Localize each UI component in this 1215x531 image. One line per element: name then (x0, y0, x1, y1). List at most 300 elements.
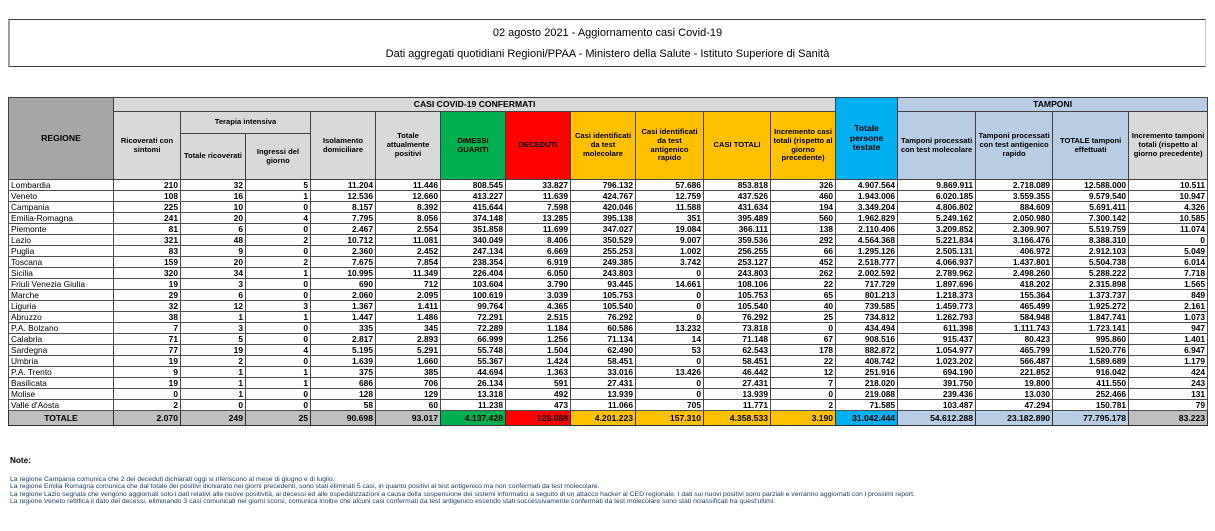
value-cell: 66.999 (441, 334, 506, 345)
value-cell: 4.564.368 (836, 235, 898, 246)
value-cell: 226.404 (441, 268, 506, 279)
value-cell: 706 (376, 378, 441, 389)
value-cell: 67 (771, 334, 836, 345)
value-cell: 7 (771, 378, 836, 389)
value-cell: 6 (181, 290, 246, 301)
region-name-cell: Puglia (9, 246, 114, 257)
value-cell: 11.699 (506, 224, 571, 235)
value-cell: 249.385 (571, 257, 636, 268)
value-cell: 437.526 (704, 191, 771, 202)
value-cell: 4 (246, 345, 311, 356)
region-name-cell: Piemonte (9, 224, 114, 235)
value-cell: 103.487 (898, 400, 976, 411)
header-dimessi-guariti: DIMESSI GUARITI (441, 112, 506, 180)
value-cell: 5.291 (376, 345, 441, 356)
value-cell: 0 (181, 400, 246, 411)
header-terapia-totale: Totale ricoverati (181, 134, 246, 180)
value-cell: 3 (181, 279, 246, 290)
value-cell: 350.529 (571, 235, 636, 246)
value-cell: 262 (771, 268, 836, 279)
value-cell: 252.466 (1053, 389, 1129, 400)
value-cell: 584.948 (976, 312, 1053, 323)
value-cell: 1.486 (376, 312, 441, 323)
value-cell: 2.315.898 (1053, 279, 1129, 290)
value-cell: 340.049 (441, 235, 506, 246)
value-cell: 8.056 (376, 213, 441, 224)
value-cell: 6.947 (1129, 345, 1208, 356)
value-cell: 243.803 (704, 268, 771, 279)
value-cell: 320 (114, 268, 181, 279)
value-cell: 460 (771, 191, 836, 202)
value-cell: 853.818 (704, 180, 771, 191)
value-cell: 1.262.793 (898, 312, 976, 323)
value-cell: 1 (246, 312, 311, 323)
value-cell: 908.516 (836, 334, 898, 345)
value-cell: 9 (181, 246, 246, 257)
value-cell: 395.489 (704, 213, 771, 224)
header-regione: REGIONE (9, 98, 114, 180)
region-name-cell: Basilicata (9, 378, 114, 389)
value-cell: 46.442 (704, 367, 771, 378)
value-cell: 2 (114, 400, 181, 411)
value-cell: 5.049 (1129, 246, 1208, 257)
value-cell: 2.554 (376, 224, 441, 235)
value-cell: 2.110.406 (836, 224, 898, 235)
value-cell: 0 (114, 389, 181, 400)
value-cell: 424.767 (571, 191, 636, 202)
value-cell: 2.515 (506, 312, 571, 323)
value-cell: 611.398 (898, 323, 976, 334)
header-deceduti: DECEDUTI (506, 112, 571, 180)
value-cell: 53 (636, 345, 704, 356)
table-row (9, 378, 1208, 389)
value-cell: 251.916 (836, 367, 898, 378)
header-group-casi-confermati: CASI COVID-19 CONFERMATI (114, 98, 836, 112)
value-cell: 5.249.162 (898, 213, 976, 224)
value-cell: 4.066.937 (898, 257, 976, 268)
value-cell: 2 (246, 235, 311, 246)
value-cell: 11.446 (376, 180, 441, 191)
value-cell: 2.360 (311, 246, 376, 257)
value-cell: 1.256 (506, 334, 571, 345)
total-value-cell: 4.358.533 (704, 411, 771, 426)
value-cell: 492 (506, 389, 571, 400)
region-name-cell: Toscana (9, 257, 114, 268)
note-campania: La regione Campania comunica che 2 dei deceduti dichiarati oggi si riferiscono al mese di giugno e di luglio. (10, 476, 335, 483)
value-cell: 7.795 (311, 213, 376, 224)
value-cell: 38 (114, 312, 181, 323)
value-cell: 255.253 (571, 246, 636, 257)
value-cell: 16 (181, 191, 246, 202)
value-cell: 105.540 (704, 301, 771, 312)
value-cell: 374.148 (441, 213, 506, 224)
value-cell: 32 (114, 301, 181, 312)
report-subtitle: Dati aggregati quotidiani Regioni/PPAA - Ministero della Salute - Istituto Superiore di Sanità (385, 48, 830, 60)
value-cell: 2 (246, 257, 311, 268)
value-cell: 1.373.737 (1053, 290, 1129, 301)
value-cell: 347.027 (571, 224, 636, 235)
value-cell: 1.437.801 (976, 257, 1053, 268)
value-cell: 11.588 (636, 202, 704, 213)
value-cell: 3.209.852 (898, 224, 976, 235)
value-cell: 128 (311, 389, 376, 400)
value-cell: 105.753 (571, 290, 636, 301)
notes-heading: Note: (10, 456, 31, 465)
value-cell: 10.511 (1129, 180, 1208, 191)
value-cell: 6.669 (506, 246, 571, 257)
value-cell: 4.907.564 (836, 180, 898, 191)
table-body (9, 180, 1208, 426)
value-cell: 2.912.103 (1053, 246, 1129, 257)
value-cell: 11.074 (1129, 224, 1208, 235)
value-cell: 1 (181, 367, 246, 378)
value-cell: 80.423 (976, 334, 1053, 345)
table-row (9, 334, 1208, 345)
value-cell: 0 (636, 389, 704, 400)
value-cell: 1.184 (506, 323, 571, 334)
value-cell: 7.300.142 (1053, 213, 1129, 224)
value-cell: 335 (311, 323, 376, 334)
note-emilia-romagna: La regione Emilia Romagna comunica che dal totale dei positivi dichiarato nei giorni precedenti, sono stati eliminati 5 casi, in quanto positivi al test antigenico ma non confermati da test molecolare. (10, 483, 600, 491)
value-cell: 717.729 (836, 279, 898, 290)
value-cell: 2.817 (311, 334, 376, 345)
value-cell: 2 (771, 400, 836, 411)
value-cell: 1.218.373 (898, 290, 976, 301)
value-cell: 0 (636, 290, 704, 301)
value-cell: 22 (771, 356, 836, 367)
region-name-cell: Valle d'Aosta (9, 400, 114, 411)
value-cell: 406.972 (976, 246, 1053, 257)
value-cell: 560 (771, 213, 836, 224)
value-cell: 0 (636, 378, 704, 389)
value-cell: 1.847.741 (1053, 312, 1129, 323)
header-isolamento: Isolamento domiciliare (311, 112, 376, 180)
header-terapia-intensiva-group: Terapia intensiva (181, 112, 311, 134)
total-value-cell: 4.137.428 (441, 411, 506, 426)
value-cell: 1.925.272 (1053, 301, 1129, 312)
value-cell: 73.818 (704, 323, 771, 334)
value-cell: 32 (181, 180, 246, 191)
value-cell: 14 (636, 334, 704, 345)
total-value-cell: 157.310 (636, 411, 704, 426)
value-cell: 7.675 (311, 257, 376, 268)
value-cell: 5.519.759 (1053, 224, 1129, 235)
value-cell: 1.447 (311, 312, 376, 323)
value-cell: 72.291 (441, 312, 506, 323)
value-cell: 221.852 (976, 367, 1053, 378)
value-cell: 686 (311, 378, 376, 389)
value-cell: 2 (181, 356, 246, 367)
value-cell: 3 (246, 301, 311, 312)
value-cell: 58.451 (704, 356, 771, 367)
value-cell: 12.536 (311, 191, 376, 202)
value-cell: 1.504 (506, 345, 571, 356)
region-name-cell: Sicilia (9, 268, 114, 279)
value-cell: 2.718.089 (976, 180, 1053, 191)
value-cell: 0 (771, 323, 836, 334)
value-cell: 424 (1129, 367, 1208, 378)
value-cell: 40 (771, 301, 836, 312)
value-cell: 47.294 (976, 400, 1053, 411)
value-cell: 7.854 (376, 257, 441, 268)
value-cell: 3.039 (506, 290, 571, 301)
value-cell: 9 (114, 367, 181, 378)
value-cell: 452 (771, 257, 836, 268)
value-cell: 808.545 (441, 180, 506, 191)
value-cell: 1.723.141 (1053, 323, 1129, 334)
value-cell: 0 (636, 356, 704, 367)
value-cell: 27.431 (571, 378, 636, 389)
value-cell: 60.586 (571, 323, 636, 334)
value-cell: 243 (1129, 378, 1208, 389)
value-cell: 884.609 (976, 202, 1053, 213)
value-cell: 10.947 (1129, 191, 1208, 202)
value-cell: 4.326 (1129, 202, 1208, 213)
value-cell: 385 (376, 367, 441, 378)
value-cell: 100.619 (441, 290, 506, 301)
value-cell: 55.367 (441, 356, 506, 367)
header-casi-molecolare: Casi identificati da test molecolare (571, 112, 636, 180)
value-cell: 5.504.738 (1053, 257, 1129, 268)
value-cell: 247.134 (441, 246, 506, 257)
value-cell: 1 (181, 389, 246, 400)
value-cell: 79 (1129, 400, 1208, 411)
table-row (9, 191, 1208, 202)
value-cell: 13.285 (506, 213, 571, 224)
value-cell: 5.691.411 (1053, 202, 1129, 213)
value-cell: 12 (181, 301, 246, 312)
region-name-cell: Friuli Venezia Giulia (9, 279, 114, 290)
value-cell: 0 (636, 301, 704, 312)
header-tamponi-molecolare: Tamponi processati con test molecolare (898, 112, 976, 180)
value-cell: 0 (246, 202, 311, 213)
region-name-cell: Veneto (9, 191, 114, 202)
value-cell: 3 (181, 323, 246, 334)
value-cell: 71 (114, 334, 181, 345)
table-row (9, 290, 1208, 301)
total-value-cell: 83.223 (1129, 411, 1208, 426)
value-cell: 1.943.006 (836, 191, 898, 202)
value-cell: 29 (114, 290, 181, 301)
notes-section (10, 456, 1210, 505)
region-name-cell: Campania (9, 202, 114, 213)
value-cell: 58.451 (571, 356, 636, 367)
value-cell: 12.588.000 (1053, 180, 1129, 191)
value-cell: 1.363 (506, 367, 571, 378)
value-cell: 1 (246, 378, 311, 389)
value-cell: 1.054.977 (898, 345, 976, 356)
region-name-cell: Sardegna (9, 345, 114, 356)
value-cell: 103.604 (441, 279, 506, 290)
value-cell: 1.660 (376, 356, 441, 367)
header-casi-totali: CASI TOTALI (704, 112, 771, 180)
value-cell: 11.204 (311, 180, 376, 191)
table-row (9, 213, 1208, 224)
value-cell: 2.060 (311, 290, 376, 301)
value-cell: 0 (246, 246, 311, 257)
value-cell: 1.367 (311, 301, 376, 312)
value-cell: 13.030 (976, 389, 1053, 400)
value-cell: 431.634 (704, 202, 771, 213)
table-row (9, 367, 1208, 378)
value-cell: 1.179 (1129, 356, 1208, 367)
value-cell: 13.939 (704, 389, 771, 400)
table-row (9, 301, 1208, 312)
value-cell: 4.806.802 (898, 202, 976, 213)
value-cell: 129 (376, 389, 441, 400)
total-value-cell: 249 (181, 411, 246, 426)
total-value-cell: 2.070 (114, 411, 181, 426)
value-cell: 359.536 (704, 235, 771, 246)
region-name-cell: P.A. Bolzano (9, 323, 114, 334)
note-lazio: La regione Lazio segnala che vengono aggiornati solo i dati relativi alle nuove positività, ai decessi ed alle ospedalizzazioni a causa della sospensione dei sistemi informatici a seguito di un attacco hacker al CED regionale. I dati sui nuovi positivi sono parziali e verranno aggiornati con i prossimi report. (10, 490, 915, 498)
total-value-cell: 77.795.178 (1053, 411, 1129, 426)
value-cell: 5 (246, 180, 311, 191)
value-cell: 2.789.962 (898, 268, 976, 279)
value-cell: 0 (246, 290, 311, 301)
value-cell: 0 (246, 389, 311, 400)
table-row (9, 268, 1208, 279)
value-cell: 5 (181, 334, 246, 345)
value-cell: 2.095 (376, 290, 441, 301)
value-cell: 13.232 (636, 323, 704, 334)
value-cell: 8.392 (376, 202, 441, 213)
value-cell: 93.445 (571, 279, 636, 290)
value-cell: 19 (114, 279, 181, 290)
value-cell: 76.292 (571, 312, 636, 323)
value-cell: 62.490 (571, 345, 636, 356)
note-veneto: La regione Veneto rettifica il dato dei decessi, eliminando 3 casi comunicati nei giorni scorsi, comunica inoltre che alcuni casi confermati da test antigenico essendo stati successivamente confermati da test molecolare sono stati riclassificati tra quest'ultimi. (10, 497, 776, 505)
value-cell: 473 (506, 400, 571, 411)
table-row (9, 389, 1208, 400)
value-cell: 995.860 (1053, 334, 1129, 345)
value-cell: 1.897.696 (898, 279, 976, 290)
value-cell: 12.660 (376, 191, 441, 202)
value-cell: 1.639 (311, 356, 376, 367)
value-cell: 62.543 (704, 345, 771, 356)
value-cell: 27.431 (704, 378, 771, 389)
table-row (9, 312, 1208, 323)
value-cell: 1 (181, 312, 246, 323)
table-row (9, 202, 1208, 213)
total-value-cell: 93.017 (376, 411, 441, 426)
value-cell: 7 (114, 323, 181, 334)
value-cell: 2.505.131 (898, 246, 976, 257)
value-cell: 7.718 (1129, 268, 1208, 279)
table-row (9, 345, 1208, 356)
value-cell: 26.134 (441, 378, 506, 389)
value-cell: 9.579.540 (1053, 191, 1129, 202)
covid-data-table (8, 97, 1208, 426)
value-cell: 12 (771, 367, 836, 378)
value-cell: 150.781 (1053, 400, 1129, 411)
value-cell: 11.771 (704, 400, 771, 411)
value-cell: 11.349 (376, 268, 441, 279)
table-row (9, 257, 1208, 268)
value-cell: 1.962.829 (836, 213, 898, 224)
value-cell: 395.138 (571, 213, 636, 224)
value-cell: 0 (246, 279, 311, 290)
value-cell: 105.540 (571, 301, 636, 312)
value-cell: 33.016 (571, 367, 636, 378)
value-cell: 253.127 (704, 257, 771, 268)
value-cell: 13.939 (571, 389, 636, 400)
value-cell: 72.289 (441, 323, 506, 334)
value-cell: 33.827 (506, 180, 571, 191)
value-cell: 408.742 (836, 356, 898, 367)
table-row (9, 180, 1208, 191)
value-cell: 734.812 (836, 312, 898, 323)
value-cell: 8.157 (311, 202, 376, 213)
value-cell: 2.498.260 (976, 268, 1053, 279)
value-cell: 351.858 (441, 224, 506, 235)
value-cell: 77 (114, 345, 181, 356)
value-cell: 321 (114, 235, 181, 246)
value-cell: 65 (771, 290, 836, 301)
value-cell: 3.559.355 (976, 191, 1053, 202)
value-cell: 0 (246, 400, 311, 411)
value-cell: 11.066 (571, 400, 636, 411)
value-cell: 210 (114, 180, 181, 191)
value-cell: 434.494 (836, 323, 898, 334)
value-cell: 14.661 (636, 279, 704, 290)
value-cell: 11.081 (376, 235, 441, 246)
value-cell: 391.750 (898, 378, 976, 389)
total-value-cell: 90.698 (311, 411, 376, 426)
total-value-cell: 23.182.890 (976, 411, 1053, 426)
value-cell: 256.255 (704, 246, 771, 257)
value-cell: 916.042 (1053, 367, 1129, 378)
total-value-cell: 3.190 (771, 411, 836, 426)
value-cell: 882.872 (836, 345, 898, 356)
value-cell: 292 (771, 235, 836, 246)
table-row (9, 356, 1208, 367)
table-row (9, 224, 1208, 235)
total-label-cell: TOTALE (9, 411, 114, 426)
value-cell: 3.742 (636, 257, 704, 268)
value-cell: 1.565 (1129, 279, 1208, 290)
value-cell: 0 (246, 323, 311, 334)
value-cell: 8.388.310 (1053, 235, 1129, 246)
value-cell: 5.221.834 (898, 235, 976, 246)
value-cell: 19 (114, 378, 181, 389)
value-cell: 1.589.689 (1053, 356, 1129, 367)
value-cell: 10.995 (311, 268, 376, 279)
value-cell: 6.919 (506, 257, 571, 268)
value-cell: 1.520.776 (1053, 345, 1129, 356)
value-cell: 849 (1129, 290, 1208, 301)
value-cell: 1.459.773 (898, 301, 976, 312)
value-cell: 99.764 (441, 301, 506, 312)
value-cell: 4 (246, 213, 311, 224)
value-cell: 194 (771, 202, 836, 213)
value-cell: 19 (181, 345, 246, 356)
value-cell: 6.020.185 (898, 191, 976, 202)
value-cell: 6.050 (506, 268, 571, 279)
value-cell: 243.803 (571, 268, 636, 279)
header-tamponi-totale: TOTALE tamponi effettuati (1053, 112, 1129, 180)
value-cell: 48 (181, 235, 246, 246)
region-name-cell: Lazio (9, 235, 114, 246)
header-attualmente-positivi: Totale attualmente positivi (376, 112, 441, 180)
value-cell: 3.166.476 (976, 235, 1053, 246)
value-cell: 1.023.202 (898, 356, 976, 367)
value-cell: 591 (506, 378, 571, 389)
value-cell: 1 (246, 367, 311, 378)
title-box (8, 19, 1206, 67)
region-name-cell: Abruzzo (9, 312, 114, 323)
total-value-cell: 31.042.444 (836, 411, 898, 426)
